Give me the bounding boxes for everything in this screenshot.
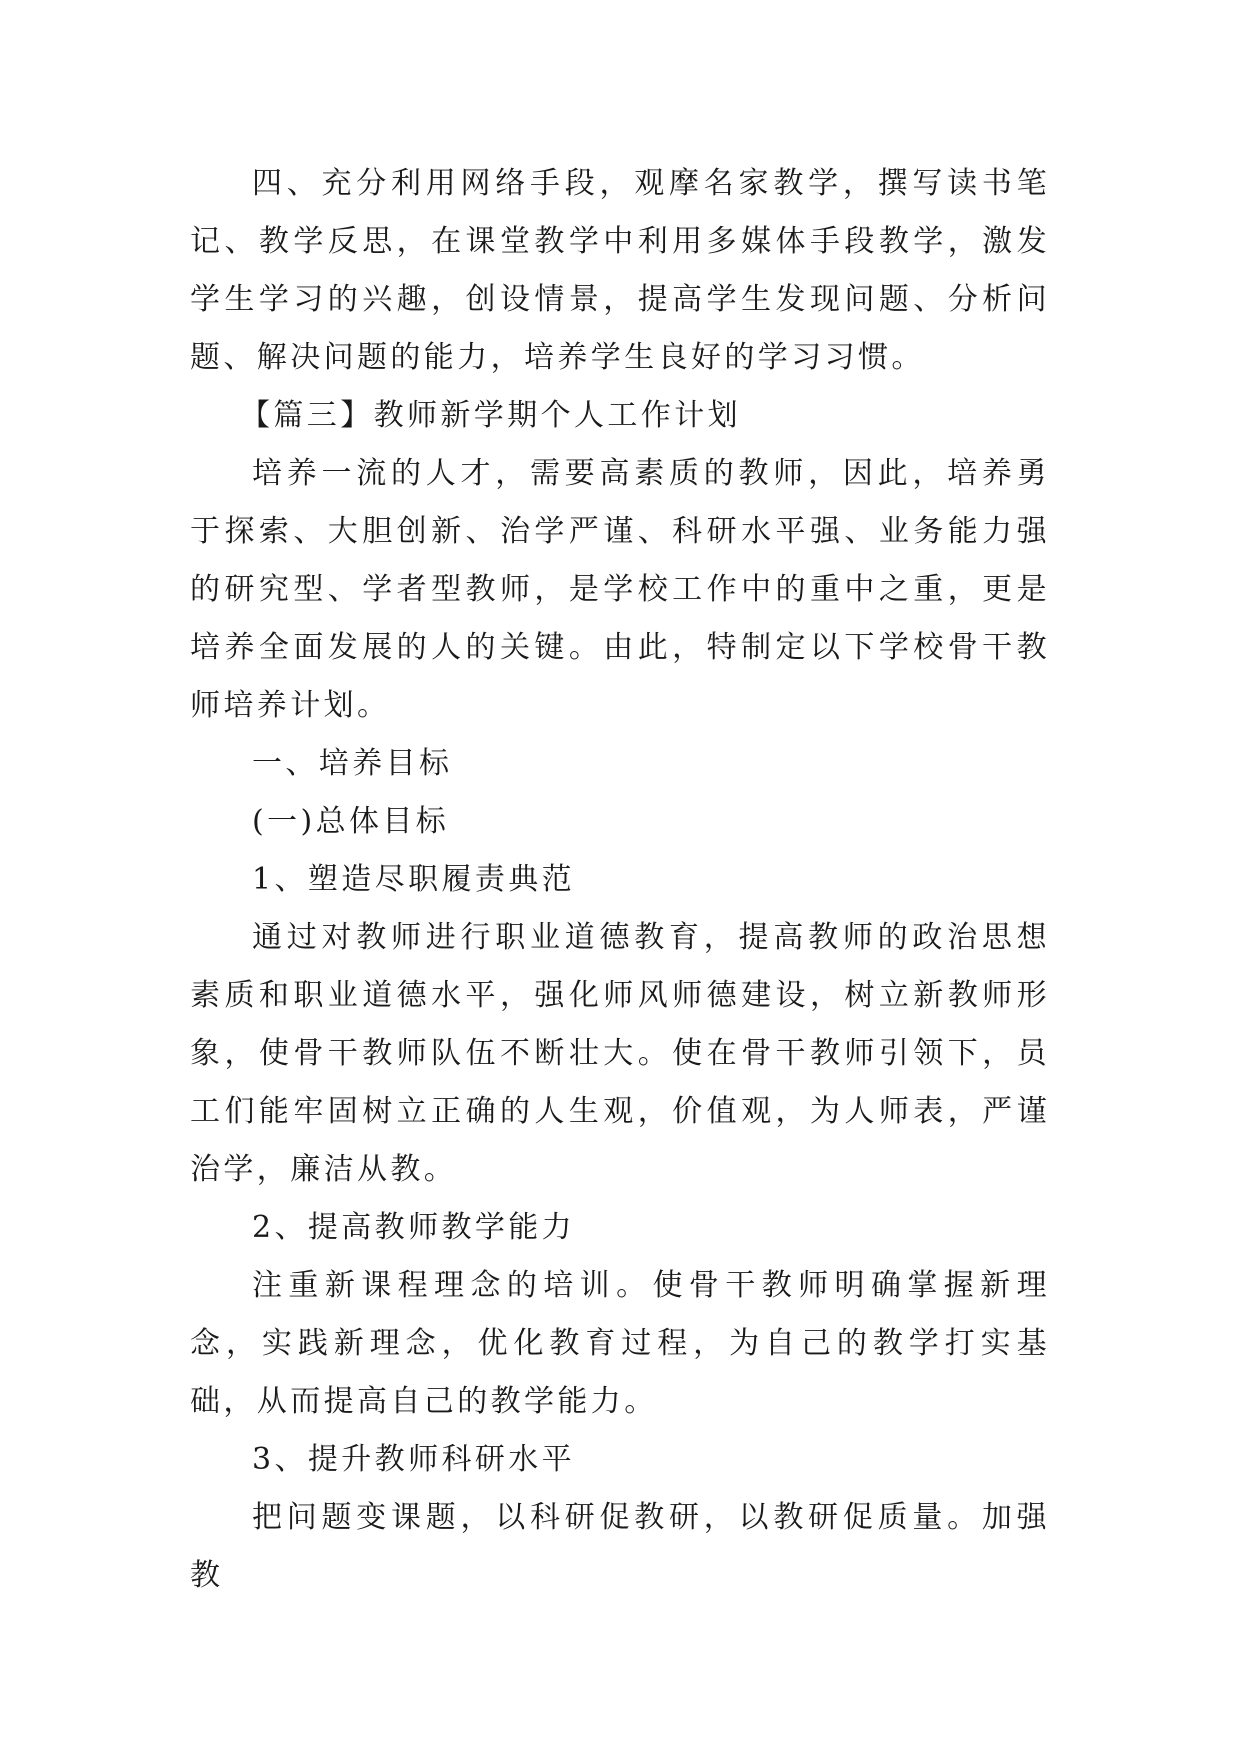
paragraph-goal-2: 注重新课程理念的培训。使骨干教师明确掌握新理念，实践新理念，优化教育过程，为自己的教学打实基础，从而提高自己的教学能力。	[190, 1268, 1050, 1419]
heading-overall-goals: (一)总体目标	[252, 804, 450, 839]
heading-training-goals: 一、培养目标	[252, 746, 453, 781]
paragraph-goal-1: 通过对教师进行职业道德教育，提高教师的政治思想素质和职业道德水平，强化师风师德建设，树立新教师形象，使骨干教师队伍不断壮大。使在骨干教师引领下，员工们能牢固树立正确的人生观，价值观，为人师表，严谨治学，廉洁从教。	[190, 920, 1050, 1187]
paragraph-network-teaching: 四、充分利用网络手段，观摩名家教学，撰写读书笔记、教学反思，在课堂教学中利用多媒体手段教学，激发学生学习的兴趣，创设情景，提高学生发现问题、分析问题、解决问题的能力，培养学生良好的学习习惯。	[190, 166, 1050, 375]
section-title-part-three: 【篇三】教师新学期个人工作计划	[240, 398, 741, 433]
paragraph-intro: 培养一流的人才，需要高素质的教师，因此，培养勇于探索、大胆创新、治学严谨、科研水平强、业务能力强的研究型、学者型教师，是学校工作中的重中之重，更是培养全面发展的人的关键。由此，特制定以下学校骨干教师培养计划。	[190, 456, 1050, 723]
heading-goal-2: 2、提高教师教学能力	[252, 1210, 576, 1245]
heading-goal-1: 1、塑造尽职履责典范	[252, 862, 576, 897]
document-body	[190, 155, 1050, 1605]
heading-goal-3: 3、提升教师科研水平	[252, 1442, 576, 1477]
paragraph-goal-3: 把问题变课题，以科研促教研，以教研促质量。加强教	[190, 1500, 1050, 1593]
